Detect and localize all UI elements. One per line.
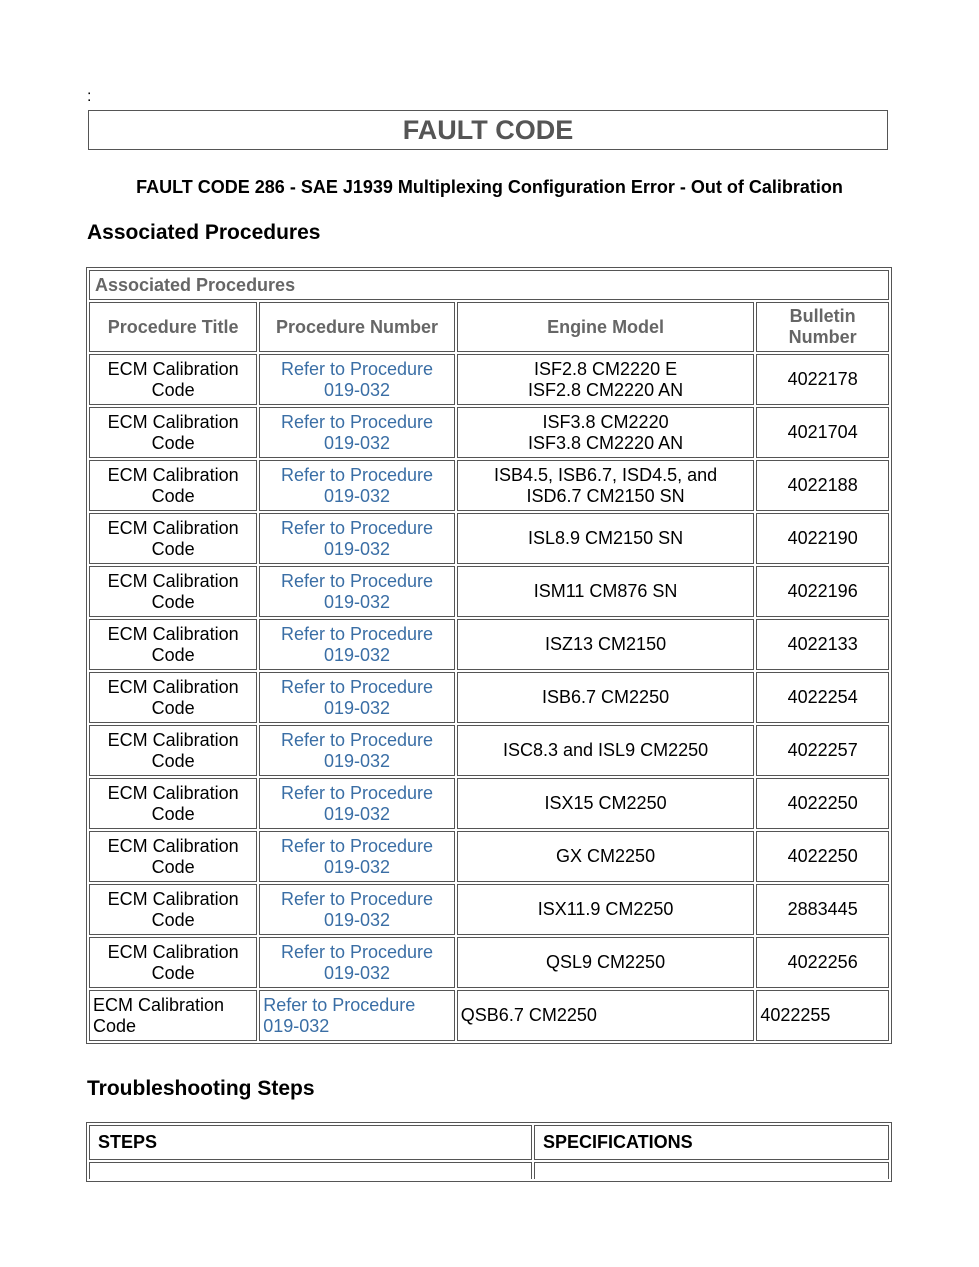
procedure-number-link[interactable]: Refer to Procedure 019-032 [259,884,455,935]
table-row [89,566,889,617]
procedure-title-cell: ECM Calibration Code [89,407,257,458]
procedure-title-cell: ECM Calibration Code [89,354,257,405]
table-row [89,990,889,1041]
table-row [89,884,889,935]
fault-code-banner [88,110,888,150]
bulletin-number-cell: 2883445 [756,884,889,935]
associated-procedures-table [86,267,892,1044]
procedure-number-link[interactable]: Refer to Procedure 019-032 [259,937,455,988]
steps-cell [89,1162,532,1179]
table-row [89,407,889,458]
engine-model-cell [457,566,755,617]
column-header-procedure-number: Procedure Number [259,302,455,352]
procedure-number-link[interactable]: Refer to Procedure 019-032 [259,513,455,564]
procedure-number-link[interactable]: Refer to Procedure 019-032 [259,778,455,829]
table-row [89,937,889,988]
engine-model-line: QSL9 CM2250 [546,952,666,972]
column-header-steps: STEPS [89,1125,532,1160]
procedure-title-cell: ECM Calibration Code [89,725,257,776]
engine-model-cell [457,354,755,405]
bulletin-number-cell: 4022196 [756,566,889,617]
engine-model-cell [457,725,755,776]
engine-model-cell [457,513,755,564]
engine-model-line: ISB6.7 CM2250 [542,687,670,707]
procedure-title-cell: ECM Calibration Code [89,513,257,564]
bulletin-number-cell: 4022190 [756,513,889,564]
engine-model-line: ISX15 CM2250 [544,793,667,813]
troubleshooting-table [86,1122,892,1182]
procedure-number-link[interactable]: Refer to Procedure 019-032 [259,566,455,617]
engine-model-cell [457,831,755,882]
engine-model-line: ISF2.8 CM2220 E [534,358,678,379]
engine-model-cell [457,672,755,723]
procedure-title-cell: ECM Calibration Code [89,566,257,617]
bulletin-number-cell: 4022250 [756,778,889,829]
engine-model-cell [457,619,755,670]
engine-model-line: ISF3.8 CM2220 [542,411,669,432]
engine-model-line: ISC8.3 and ISL9 CM2250 [502,740,709,760]
procedure-title-cell: ECM Calibration Code [89,884,257,935]
procedure-title-cell: ECM Calibration Code [89,778,257,829]
procedure-title-cell: ECM Calibration Code [89,619,257,670]
engine-model-cell [457,990,755,1041]
bulletin-number-cell: 4022256 [756,937,889,988]
engine-model-line: GX CM2250 [556,846,656,866]
procedure-number-link[interactable]: Refer to Procedure 019-032 [259,354,455,405]
procedure-number-link[interactable]: Refer to Procedure 019-032 [259,725,455,776]
engine-model-cell [457,778,755,829]
column-header-engine-model: Engine Model [457,302,755,352]
engine-model-cell [457,884,755,935]
procedure-number-link[interactable]: Refer to Procedure 019-032 [259,831,455,882]
procedure-number-link[interactable]: Refer to Procedure 019-032 [259,619,455,670]
procedure-number-link[interactable]: Refer to Procedure 019-032 [259,407,455,458]
engine-model-line: QSB6.7 CM2250 [460,1005,597,1025]
bulletin-number-cell: 4022178 [756,354,889,405]
engine-model-line: ISF3.8 CM2220 AN [528,432,684,453]
engine-model-line: ISB4.5, ISB6.7, ISD4.5, and [493,464,718,485]
procedure-number-link[interactable]: Refer to Procedure 019-032 [259,990,455,1041]
engine-model-cell [457,937,755,988]
bulletin-number-cell: 4022254 [756,672,889,723]
procedure-title-cell: ECM Calibration Code [89,990,257,1041]
table-row [89,672,889,723]
table-row [89,619,889,670]
engine-model-cell [457,407,755,458]
bulletin-number-cell: 4022255 [756,990,889,1041]
column-header-specifications: SPECIFICATIONS [534,1125,889,1160]
engine-model-line: ISD6.7 CM2150 SN [526,485,685,506]
engine-model-line: ISL8.9 CM2150 SN [528,528,684,548]
table-row [89,778,889,829]
engine-model-line: ISF2.8 CM2220 AN [528,379,684,400]
engine-model-cell [457,460,755,511]
bulletin-number-cell: 4021704 [756,407,889,458]
bulletin-number-cell: 4022257 [756,725,889,776]
banner-title: FAULT CODE [402,114,574,145]
column-header-bulletin-number: Bulletin Number [756,302,889,352]
procedure-title-cell: ECM Calibration Code [89,460,257,511]
bulletin-number-cell: 4022188 [756,460,889,511]
procedure-number-link[interactable]: Refer to Procedure 019-032 [259,460,455,511]
engine-model-line: ISZ13 CM2150 [545,634,667,654]
procedure-title-cell: ECM Calibration Code [89,937,257,988]
bulletin-number-cell: 4022133 [756,619,889,670]
procedure-title-cell: ECM Calibration Code [89,831,257,882]
table-caption: Associated Procedures [89,270,889,300]
associated-procedures-heading: Associated Procedures [87,221,321,244]
leading-colon: : [87,88,92,105]
table-row [89,513,889,564]
engine-model-line: ISM11 CM876 SN [533,581,678,601]
fault-code-subtitle: FAULT CODE 286 - SAE J1939 Multiplexing Configuration Error - Out of Calibration [136,177,843,197]
table-row [89,354,889,405]
procedure-title-cell: ECM Calibration Code [89,672,257,723]
troubleshooting-steps-heading: Troubleshooting Steps [87,1077,315,1100]
procedure-number-link[interactable]: Refer to Procedure 019-032 [259,672,455,723]
column-header-procedure-title: Procedure Title [89,302,257,352]
engine-model-line: ISX11.9 CM2250 [537,899,674,919]
table-row [89,831,889,882]
bulletin-number-cell: 4022250 [756,831,889,882]
table-row [89,460,889,511]
specifications-cell [534,1162,889,1179]
table-row [89,725,889,776]
